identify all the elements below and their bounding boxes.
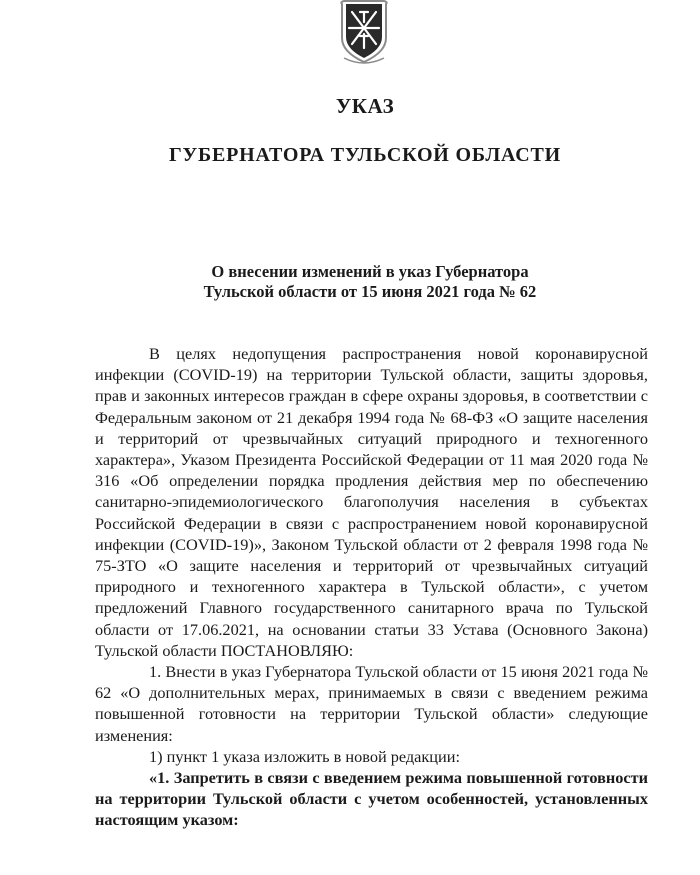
subject-line: Тульской области от 15 июня 2021 года № 62 xyxy=(203,282,537,301)
preamble-paragraph: В целях недопущения распространения новой коронавирусной инфекции (COVID-19) на территории Тульской области, защиты здоровья, прав и законных интересов граждан в сфере охраны здоровья, в соответствии с Федеральным законом от 21 декабря 1994 года № 68-ФЗ «О защите населения и территорий от чрезвычайных ситуаций природного и техногенного характера», Указом Президента Российской Федерации от 11 мая 2020 года № 316 «Об определении порядка продления действия мер по обеспечению санитарно-эпидемиологического благополучия населения в субъектах Российской Федерации в связи с распространением новой коронавирусной инфекции (COVID-19)», Законом Тульской области от 2 февраля 1998 года № 75-ЗТО «О защите населения и территорий от чрезвычайных ситуаций природного и техногенного характера в Тульской области», с учетом предложений Главного государственного санитарного врача по Тульской области от 17.06.2021, на основании статьи 33 Устава (Основного Закона) Тульской области ПОСТАНОВЛЯЮ: xyxy=(95,344,648,660)
quoted-amendment-paragraph: «1. Запретить в связи с введением режима повышенной готовности на территории Тульской области с учетом особенностей, установленных настоящим указом: xyxy=(95,768,648,830)
document-type-title: УКАЗ xyxy=(335,94,395,118)
item-1-paragraph: 1. Внести в указ Губернатора Тульской области от 15 июня 2021 года № 62 «О дополнительных мерах, принимаемых в связи с введением режима повышенной готовности на территории Тульской области» следующие изменения: xyxy=(95,662,648,745)
subitem-1-paragraph: 1) пункт 1 указа изложить в новой редакции: xyxy=(149,746,460,766)
coat-of-arms-icon xyxy=(338,0,390,66)
document-subject xyxy=(0,262,700,302)
subject-line: О внесении изменений в указ Губернатора xyxy=(211,262,529,281)
document-body xyxy=(95,343,648,831)
issuer-title: ГУБЕРНАТОРА ТУЛЬСКОЙ ОБЛАСТИ xyxy=(168,144,562,166)
